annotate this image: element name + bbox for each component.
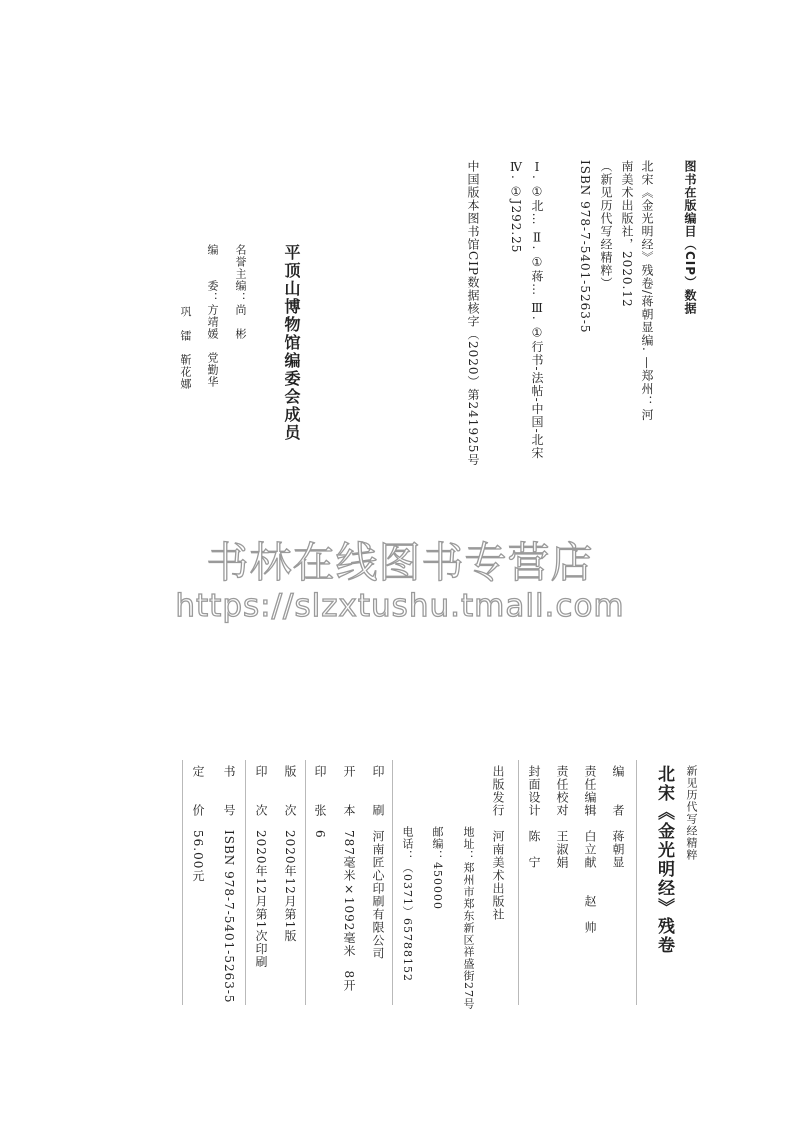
row-value: 2020年12月第1次印刷 xyxy=(254,830,268,969)
row-label: 编 者 xyxy=(611,765,625,817)
colophon-row-edition xyxy=(284,765,296,942)
colophon-row-proofreader xyxy=(556,765,568,869)
colophon-row-isbn xyxy=(223,765,235,1004)
row-label: 开 本 xyxy=(342,765,356,817)
row-label: 印 次 xyxy=(254,765,268,817)
divider-line xyxy=(518,760,519,1005)
colophon-row-responsible-editor xyxy=(584,765,596,934)
row-value: 6 xyxy=(313,830,327,839)
row-value: 56.00元 xyxy=(191,830,205,883)
colophon-row-sheets xyxy=(314,765,326,839)
colophon-row-printing xyxy=(255,765,267,968)
chief-name: 尚 彬 xyxy=(234,304,247,340)
editors-label: 编 委： xyxy=(206,244,219,304)
editorial-board-row xyxy=(180,306,191,390)
divider-line xyxy=(245,760,246,1005)
row-value: 河南匠心印刷有限公司 xyxy=(371,830,385,960)
watermark-store-name: 书林在线图书专营店 xyxy=(206,538,594,587)
chief-label: 名誉主编： xyxy=(234,244,247,304)
colophon-row-format xyxy=(343,765,355,992)
row-value: 2020年12月第1版 xyxy=(283,830,297,943)
publisher-postcode: 邮编：450000 xyxy=(431,826,444,910)
publisher-phone: 电话：（0371）65788152 xyxy=(401,826,414,982)
row-label: 责任校对 xyxy=(555,765,569,817)
editorial-board-row xyxy=(207,244,218,388)
series-name: 新见历代写经精粹 xyxy=(685,765,698,861)
row-label: 出版发行 xyxy=(491,765,505,817)
cip-record-number: 中国版本图书馆CIP数据核字（2020）第241925号 xyxy=(466,160,480,467)
editor-name: 巩 镭 xyxy=(179,306,192,342)
row-value: 王淑娟 xyxy=(555,830,569,869)
divider-line xyxy=(636,760,637,1005)
row-value: ISBN 978-7-5401-5263-5 xyxy=(222,830,236,1004)
editor-name: 方靖媛 xyxy=(206,304,219,340)
divider-line xyxy=(392,760,393,1005)
divider-line xyxy=(305,760,306,1005)
cip-classification: Ⅰ. ①北… Ⅱ. ①蒋… Ⅲ. ①行书-法帖-中国-北宋 xyxy=(530,160,544,460)
watermark-url: https://slzxtushu.tmall.com xyxy=(175,588,625,624)
row-value: 陈 宁 xyxy=(527,830,541,869)
row-value: 蒋朝显 xyxy=(611,830,625,869)
editor-name: 靳花娜 xyxy=(179,354,192,390)
cip-isbn: ISBN 978-7-5401-5263-5 xyxy=(578,160,592,334)
row-label: 定 价 xyxy=(191,765,205,817)
editor-name: 党勤华 xyxy=(206,352,219,388)
honorary-chief-editor xyxy=(235,244,246,340)
row-label: 责任编辑 xyxy=(583,765,597,817)
book-title: 北宋《金光明经》残卷 xyxy=(654,765,674,955)
row-value: 白立献 赵 帅 xyxy=(583,830,597,934)
row-value: 787毫米×1092毫米 8开 xyxy=(342,830,356,993)
divider-line xyxy=(182,760,183,1005)
cip-line: 北宋《金光明经》残卷/蒋朝显编. —郑州：河 xyxy=(640,160,654,422)
cip-line: （新见历代写经精粹） xyxy=(599,160,613,290)
row-label: 版 次 xyxy=(283,765,297,817)
row-label: 封面设计 xyxy=(527,765,541,817)
row-value: 河南美术出版社 xyxy=(491,830,505,921)
row-label: 书 号 xyxy=(222,765,236,817)
cip-line: 南美术出版社，2020.12 xyxy=(620,160,634,308)
colophon-row-printer xyxy=(372,765,384,960)
committee-title: 平顶山博物馆编委会成员 xyxy=(282,244,301,442)
colophon-row-price xyxy=(192,765,204,882)
row-label: 印 张 xyxy=(313,765,327,817)
publisher-address: 地址：郑州市郑东新区祥盛街27号 xyxy=(462,826,475,1010)
row-label: 印 刷 xyxy=(371,765,385,817)
cip-classification: Ⅳ. ①J292.25 xyxy=(509,160,523,254)
colophon-row-publisher xyxy=(492,765,504,921)
colophon-row-editor xyxy=(612,765,624,869)
cip-heading: 图书在版编目（CIP）数据 xyxy=(683,160,697,316)
colophon-row-cover-design xyxy=(528,765,540,869)
